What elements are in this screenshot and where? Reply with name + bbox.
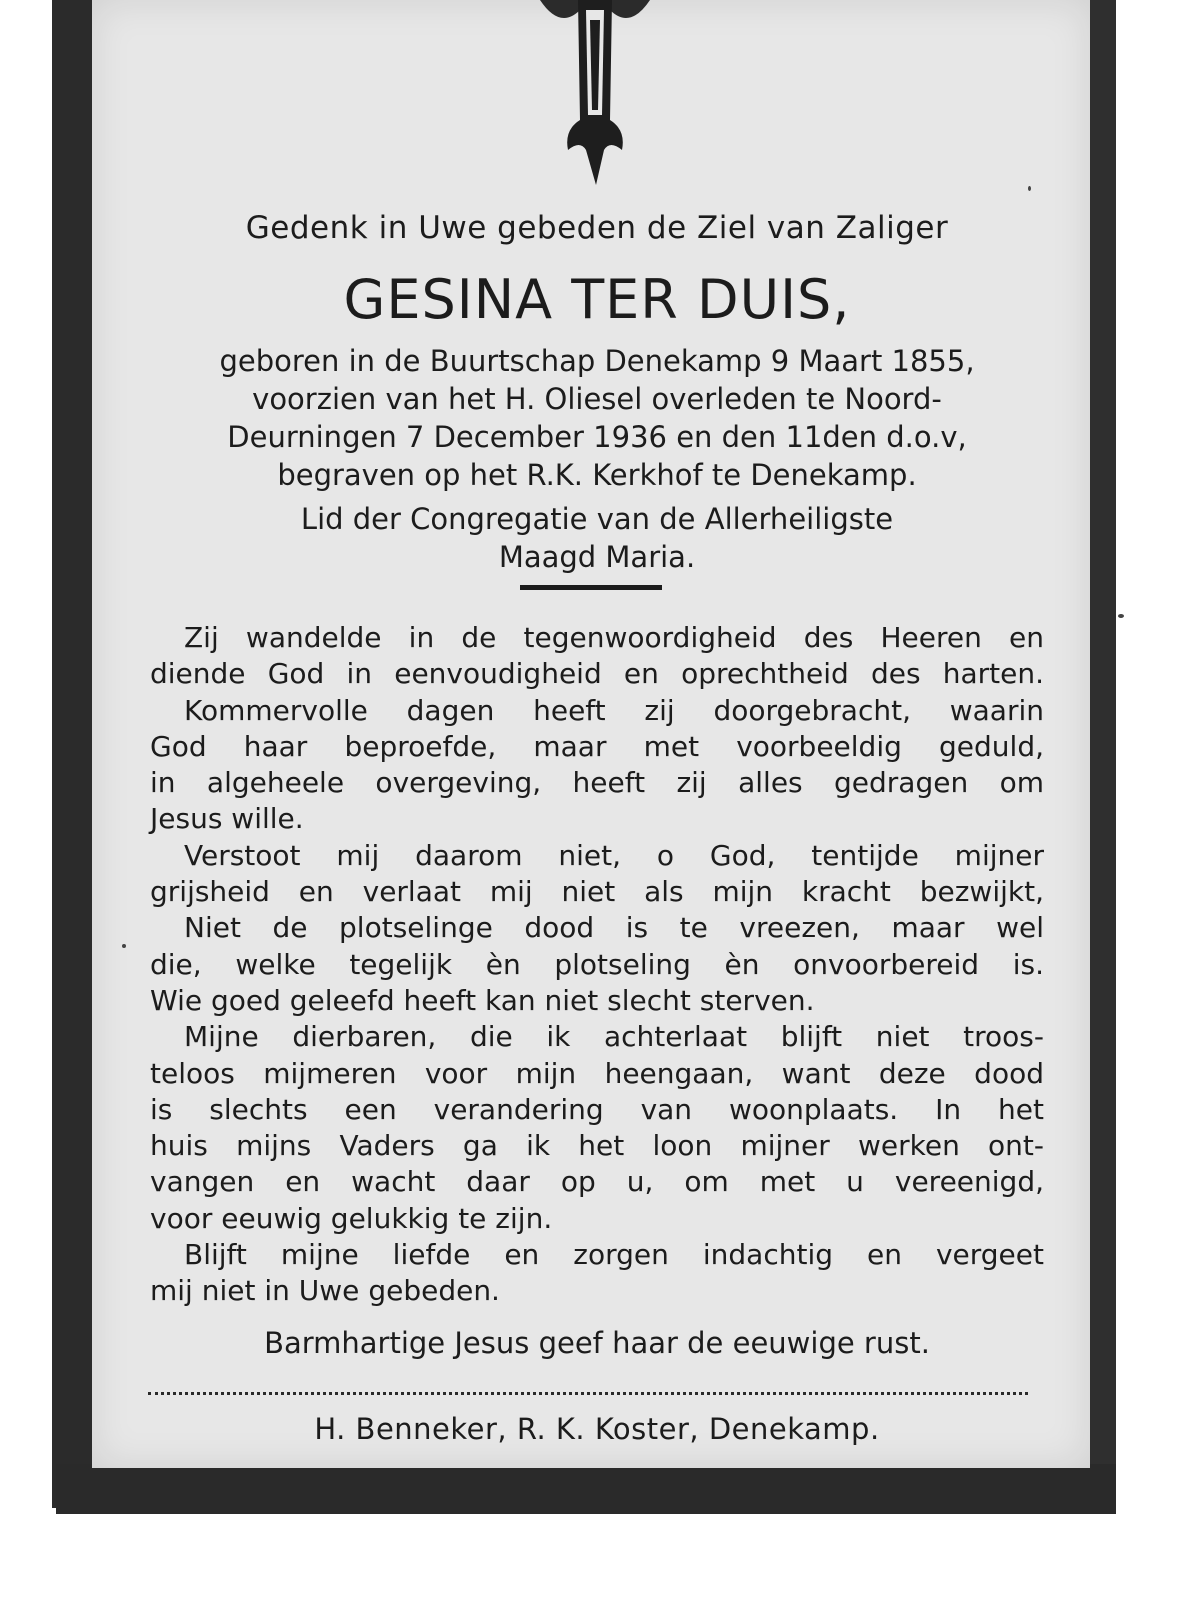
deceased-name: GESINA TER DUIS, [343, 268, 851, 331]
body-line: is slechts een verandering van woonplaats. In het [150, 1092, 1044, 1126]
body-line: voor eeuwig gelukkig te zijn. [150, 1201, 553, 1235]
congregation-line: Maagd Maria. [498, 540, 696, 574]
scan-speck [1028, 186, 1031, 191]
bio-line: geboren in de Buurtschap Denekamp 9 Maart 1855, [219, 344, 975, 378]
body-line: grijsheid en verlaat mij niet als mijn kracht bezwijkt, [150, 875, 1044, 909]
body-line: Kommervolle dagen heeft zij doorgebracht, waarin [184, 693, 1044, 727]
bio-line: voorzien van het H. Oliesel overleden te Noord- [252, 382, 942, 416]
body-line: Niet de plotselinge dood is te vreezen, maar wel [184, 911, 1044, 945]
body-line: God haar beproefde, maar met voorbeeldig geduld, [150, 729, 1044, 763]
body-line: huis mijns Vaders ga ik het loon mijner werken ont- [150, 1129, 1044, 1163]
body-text [150, 620, 1044, 1310]
body-line: Mijne dierbaren, die ik achterlaat blijft niet troos- [184, 1020, 1044, 1054]
body-line: Verstoot mij daarom niet, o God, tentijde mijner [184, 838, 1044, 872]
cross-icon [530, 0, 660, 190]
body-line: teloos mijmeren voor mijn heengaan, want deze dood [150, 1056, 1044, 1090]
printer-credit: H. Benneker, R. K. Koster, Denekamp. [314, 1412, 880, 1446]
body-line: Wie goed geleefd heeft kan niet slecht sterven. [150, 983, 815, 1017]
bio-line: Deurningen 7 December 1936 en den 11den d.o.v, [227, 420, 967, 454]
intro-line: Gedenk in Uwe gebeden de Ziel van Zaliger [245, 210, 949, 246]
mourning-border-left [52, 0, 94, 1508]
body-line: in algeheele overgeving, heeft zij alles gedragen om [150, 766, 1044, 800]
dotted-divider [148, 1392, 1028, 1395]
biography [150, 342, 1044, 494]
body-line: mij niet in Uwe gebeden. [150, 1274, 500, 1308]
mourning-border-bottom [56, 1464, 1116, 1514]
divider-rule [520, 585, 662, 590]
closing-prayer: Barmhartige Jesus geef haar de eeuwige rust. [264, 1326, 930, 1360]
mourning-border-right [1090, 0, 1116, 1508]
scan-speck [122, 944, 126, 948]
body-line: die, welke tegelijk èn plotseling èn onvoorbereid is. [150, 947, 1044, 981]
body-line: Zij wandelde in de tegenwoordigheid des Heeren en [184, 621, 1044, 654]
body-line: Jesus wille. [150, 802, 304, 836]
body-line: diende God in eenvoudigheid en oprechtheid des harten. [150, 657, 1044, 691]
bio-line: begraven op het R.K. Kerkhof te Denekamp. [277, 458, 917, 492]
body-line: Blijft mijne liefde en zorgen indachtig en vergeet [184, 1238, 1044, 1272]
congregation [150, 500, 1044, 576]
body-line: vangen en wacht daar op u, om met u vereenigd, [150, 1165, 1044, 1199]
congregation-line: Lid der Congregatie van de Allerheiligste [300, 502, 894, 536]
scan-speck [1118, 614, 1124, 618]
